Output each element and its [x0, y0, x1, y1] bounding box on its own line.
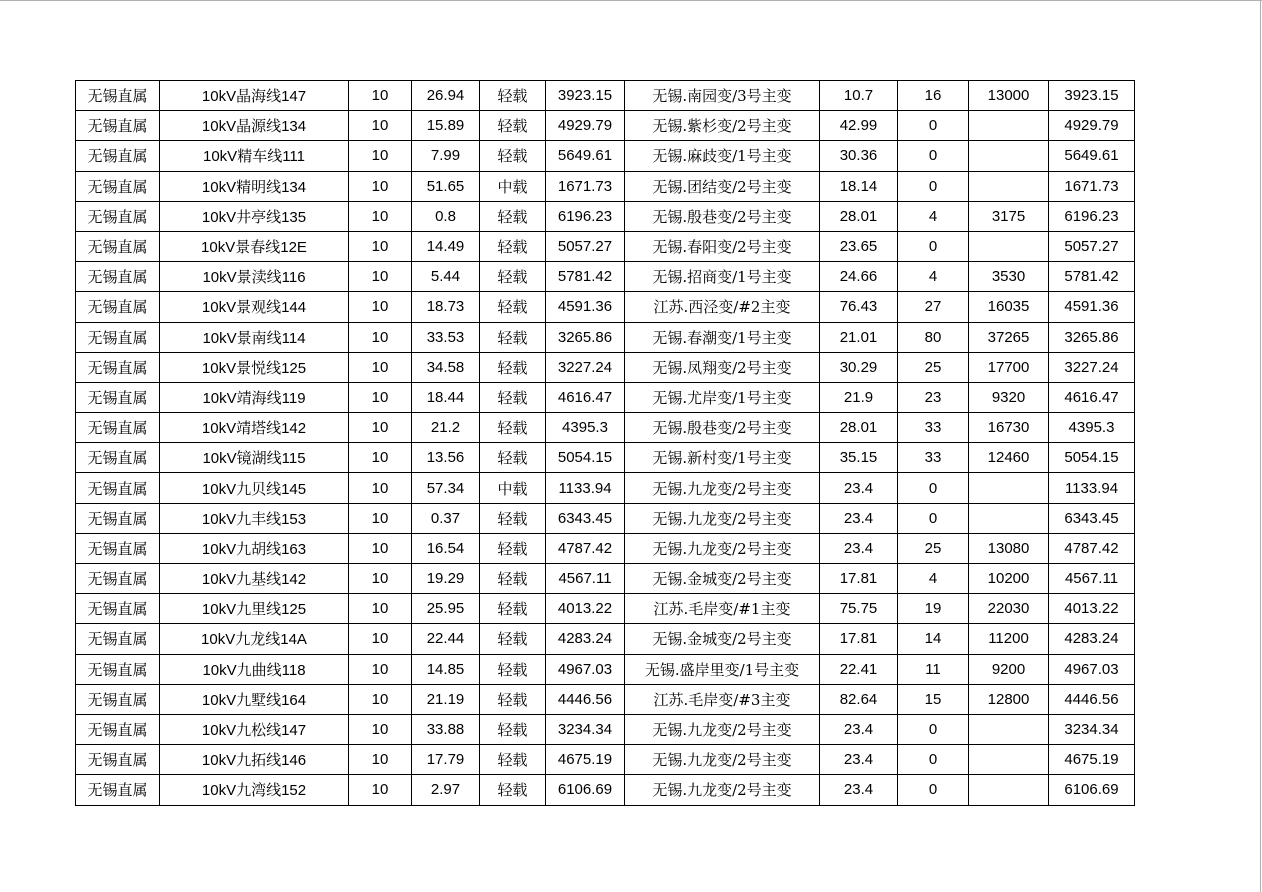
load-rate-cell: 21.19	[412, 684, 480, 714]
voltage-cell: 10	[349, 533, 412, 563]
load-rate-cell: 5.44	[412, 262, 480, 292]
feeder-name-cell: 10kV镜湖线115	[160, 443, 349, 473]
transformer-load-rate-cell: 23.4	[820, 745, 898, 775]
table-row	[76, 111, 1135, 141]
substation-transformer-cell: 无锡.金城变/2号主变	[625, 624, 820, 654]
load-status-cell: 轻载	[480, 262, 546, 292]
load-status-cell: 轻载	[480, 684, 546, 714]
feeder-name-cell: 10kV景渎线116	[160, 262, 349, 292]
amount-cell: 13080	[969, 533, 1049, 563]
count-cell: 4	[898, 564, 969, 594]
transformer-load-rate-cell: 35.15	[820, 443, 898, 473]
transformer-load-rate-cell: 21.01	[820, 322, 898, 352]
table-row	[76, 413, 1135, 443]
unit-cell: 无锡直属	[76, 503, 160, 533]
amount-cell	[969, 111, 1049, 141]
transformer-load-rate-cell: 75.75	[820, 594, 898, 624]
transformer-load-rate-cell: 23.4	[820, 775, 898, 805]
feeder-name-cell: 10kV景春线12E	[160, 231, 349, 261]
page-right-edge	[1260, 0, 1261, 892]
unit-cell: 无锡直属	[76, 624, 160, 654]
page-top-edge	[0, 0, 1262, 1]
voltage-cell: 10	[349, 111, 412, 141]
load-rate-cell: 18.44	[412, 382, 480, 412]
table-row	[76, 654, 1135, 684]
unit-cell: 无锡直属	[76, 292, 160, 322]
load-status-cell: 轻载	[480, 141, 546, 171]
capacity-cell: 4013.22	[546, 594, 625, 624]
available-capacity-cell: 4283.24	[1049, 624, 1135, 654]
available-capacity-cell: 6106.69	[1049, 775, 1135, 805]
available-capacity-cell: 4675.19	[1049, 745, 1135, 775]
unit-cell: 无锡直属	[76, 564, 160, 594]
load-status-cell: 轻载	[480, 564, 546, 594]
load-rate-cell: 18.73	[412, 292, 480, 322]
feeder-name-cell: 10kV晶海线147	[160, 81, 349, 111]
unit-cell: 无锡直属	[76, 654, 160, 684]
feeder-name-cell: 10kV九龙线14A	[160, 624, 349, 654]
capacity-cell: 4967.03	[546, 654, 625, 684]
count-cell: 25	[898, 352, 969, 382]
capacity-cell: 1671.73	[546, 171, 625, 201]
transformer-load-rate-cell: 10.7	[820, 81, 898, 111]
count-cell: 33	[898, 413, 969, 443]
capacity-cell: 3265.86	[546, 322, 625, 352]
count-cell: 23	[898, 382, 969, 412]
voltage-cell: 10	[349, 81, 412, 111]
voltage-cell: 10	[349, 141, 412, 171]
capacity-cell: 5781.42	[546, 262, 625, 292]
load-status-cell: 轻载	[480, 111, 546, 141]
substation-transformer-cell: 无锡.九龙变/2号主变	[625, 714, 820, 744]
available-capacity-cell: 4591.36	[1049, 292, 1135, 322]
amount-cell: 16730	[969, 413, 1049, 443]
count-cell: 14	[898, 624, 969, 654]
voltage-cell: 10	[349, 382, 412, 412]
load-rate-cell: 14.85	[412, 654, 480, 684]
substation-transformer-cell: 无锡.紫杉变/2号主变	[625, 111, 820, 141]
capacity-cell: 4283.24	[546, 624, 625, 654]
transformer-load-rate-cell: 30.29	[820, 352, 898, 382]
amount-cell	[969, 503, 1049, 533]
count-cell: 0	[898, 141, 969, 171]
unit-cell: 无锡直属	[76, 171, 160, 201]
voltage-cell: 10	[349, 745, 412, 775]
feeder-name-cell: 10kV景南线114	[160, 322, 349, 352]
load-status-cell: 轻载	[480, 533, 546, 563]
feeder-name-cell: 10kV精明线134	[160, 171, 349, 201]
table-body	[76, 81, 1135, 806]
load-rate-cell: 15.89	[412, 111, 480, 141]
load-rate-cell: 19.29	[412, 564, 480, 594]
capacity-cell: 3234.34	[546, 714, 625, 744]
table-row	[76, 352, 1135, 382]
voltage-cell: 10	[349, 322, 412, 352]
feeder-name-cell: 10kV晶源线134	[160, 111, 349, 141]
count-cell: 19	[898, 594, 969, 624]
voltage-cell: 10	[349, 201, 412, 231]
voltage-cell: 10	[349, 654, 412, 684]
table-row	[76, 775, 1135, 805]
substation-transformer-cell: 无锡.九龙变/2号主变	[625, 775, 820, 805]
substation-transformer-cell: 无锡.金城变/2号主变	[625, 564, 820, 594]
feeder-name-cell: 10kV精车线111	[160, 141, 349, 171]
load-status-cell: 轻载	[480, 413, 546, 443]
load-rate-cell: 17.79	[412, 745, 480, 775]
available-capacity-cell: 4395.3	[1049, 413, 1135, 443]
available-capacity-cell: 3234.34	[1049, 714, 1135, 744]
feeder-name-cell: 10kV九湾线152	[160, 775, 349, 805]
amount-cell: 17700	[969, 352, 1049, 382]
transformer-load-rate-cell: 23.65	[820, 231, 898, 261]
available-capacity-cell: 5054.15	[1049, 443, 1135, 473]
table-row	[76, 382, 1135, 412]
table-row	[76, 171, 1135, 201]
transformer-load-rate-cell: 28.01	[820, 201, 898, 231]
capacity-cell: 4395.3	[546, 413, 625, 443]
amount-cell: 13000	[969, 81, 1049, 111]
table-row	[76, 473, 1135, 503]
unit-cell: 无锡直属	[76, 201, 160, 231]
transformer-load-rate-cell: 21.9	[820, 382, 898, 412]
count-cell: 25	[898, 533, 969, 563]
substation-transformer-cell: 无锡.春阳变/2号主变	[625, 231, 820, 261]
unit-cell: 无锡直属	[76, 714, 160, 744]
substation-transformer-cell: 无锡.春潮变/1号主变	[625, 322, 820, 352]
count-cell: 11	[898, 654, 969, 684]
count-cell: 4	[898, 262, 969, 292]
feeder-name-cell: 10kV景观线144	[160, 292, 349, 322]
table-row	[76, 231, 1135, 261]
count-cell: 80	[898, 322, 969, 352]
substation-transformer-cell: 无锡.招商变/1号主变	[625, 262, 820, 292]
available-capacity-cell: 5649.61	[1049, 141, 1135, 171]
table-row	[76, 714, 1135, 744]
load-rate-cell: 16.54	[412, 533, 480, 563]
load-status-cell: 中载	[480, 171, 546, 201]
table-row	[76, 141, 1135, 171]
load-status-cell: 轻载	[480, 714, 546, 744]
feeder-name-cell: 10kV九基线142	[160, 564, 349, 594]
substation-transformer-cell: 江苏.毛岸变/#3主变	[625, 684, 820, 714]
transformer-load-rate-cell: 23.4	[820, 714, 898, 744]
load-rate-cell: 33.88	[412, 714, 480, 744]
capacity-cell: 5649.61	[546, 141, 625, 171]
available-capacity-cell: 6196.23	[1049, 201, 1135, 231]
capacity-cell: 5054.15	[546, 443, 625, 473]
substation-transformer-cell: 无锡.团结变/2号主变	[625, 171, 820, 201]
feeder-name-cell: 10kV九贝线145	[160, 473, 349, 503]
substation-transformer-cell: 无锡.殷巷变/2号主变	[625, 201, 820, 231]
table-row	[76, 81, 1135, 111]
feeder-name-cell: 10kV九曲线118	[160, 654, 349, 684]
count-cell: 0	[898, 775, 969, 805]
available-capacity-cell: 3227.24	[1049, 352, 1135, 382]
voltage-cell: 10	[349, 231, 412, 261]
table-row	[76, 745, 1135, 775]
load-status-cell: 轻载	[480, 775, 546, 805]
count-cell: 0	[898, 171, 969, 201]
capacity-cell: 4446.56	[546, 684, 625, 714]
capacity-cell: 4675.19	[546, 745, 625, 775]
amount-cell	[969, 473, 1049, 503]
load-rate-cell: 21.2	[412, 413, 480, 443]
feeder-name-cell: 10kV九里线125	[160, 594, 349, 624]
capacity-cell: 4787.42	[546, 533, 625, 563]
substation-transformer-cell: 无锡.盛岸里变/1号主变	[625, 654, 820, 684]
table-row	[76, 262, 1135, 292]
table-row	[76, 624, 1135, 654]
amount-cell: 16035	[969, 292, 1049, 322]
amount-cell	[969, 231, 1049, 261]
voltage-cell: 10	[349, 684, 412, 714]
voltage-cell: 10	[349, 775, 412, 805]
feeder-name-cell: 10kV景悦线125	[160, 352, 349, 382]
load-status-cell: 轻载	[480, 503, 546, 533]
load-status-cell: 轻载	[480, 654, 546, 684]
capacity-cell: 4616.47	[546, 382, 625, 412]
capacity-cell: 6106.69	[546, 775, 625, 805]
count-cell: 0	[898, 231, 969, 261]
voltage-cell: 10	[349, 714, 412, 744]
transformer-load-rate-cell: 23.4	[820, 473, 898, 503]
transformer-load-rate-cell: 23.4	[820, 533, 898, 563]
substation-transformer-cell: 无锡.九龙变/2号主变	[625, 473, 820, 503]
available-capacity-cell: 5057.27	[1049, 231, 1135, 261]
feeder-name-cell: 10kV九松线147	[160, 714, 349, 744]
available-capacity-cell: 4013.22	[1049, 594, 1135, 624]
unit-cell: 无锡直属	[76, 262, 160, 292]
amount-cell	[969, 141, 1049, 171]
table-row	[76, 533, 1135, 563]
table-row	[76, 594, 1135, 624]
unit-cell: 无锡直属	[76, 473, 160, 503]
amount-cell: 9320	[969, 382, 1049, 412]
unit-cell: 无锡直属	[76, 413, 160, 443]
count-cell: 0	[898, 745, 969, 775]
capacity-cell: 1133.94	[546, 473, 625, 503]
transformer-load-rate-cell: 30.36	[820, 141, 898, 171]
load-status-cell: 轻载	[480, 81, 546, 111]
table-row	[76, 292, 1135, 322]
voltage-cell: 10	[349, 443, 412, 473]
feeder-name-cell: 10kV九拓线146	[160, 745, 349, 775]
available-capacity-cell: 4787.42	[1049, 533, 1135, 563]
load-status-cell: 轻载	[480, 594, 546, 624]
load-rate-cell: 25.95	[412, 594, 480, 624]
amount-cell: 37265	[969, 322, 1049, 352]
voltage-cell: 10	[349, 413, 412, 443]
table-row	[76, 201, 1135, 231]
table-row	[76, 564, 1135, 594]
count-cell: 16	[898, 81, 969, 111]
feeder-name-cell: 10kV九墅线164	[160, 684, 349, 714]
substation-transformer-cell: 无锡.九龙变/2号主变	[625, 533, 820, 563]
transformer-load-rate-cell: 22.41	[820, 654, 898, 684]
table-row	[76, 503, 1135, 533]
unit-cell: 无锡直属	[76, 81, 160, 111]
unit-cell: 无锡直属	[76, 684, 160, 714]
voltage-cell: 10	[349, 262, 412, 292]
amount-cell	[969, 745, 1049, 775]
available-capacity-cell: 1671.73	[1049, 171, 1135, 201]
unit-cell: 无锡直属	[76, 141, 160, 171]
substation-transformer-cell: 无锡.麻歧变/1号主变	[625, 141, 820, 171]
load-rate-cell: 7.99	[412, 141, 480, 171]
transformer-load-rate-cell: 28.01	[820, 413, 898, 443]
load-status-cell: 轻载	[480, 322, 546, 352]
transformer-load-rate-cell: 42.99	[820, 111, 898, 141]
unit-cell: 无锡直属	[76, 775, 160, 805]
transformer-load-rate-cell: 17.81	[820, 624, 898, 654]
capacity-cell: 3227.24	[546, 352, 625, 382]
count-cell: 0	[898, 111, 969, 141]
load-rate-cell: 2.97	[412, 775, 480, 805]
load-status-cell: 轻载	[480, 231, 546, 261]
transformer-load-rate-cell: 17.81	[820, 564, 898, 594]
load-rate-cell: 34.58	[412, 352, 480, 382]
available-capacity-cell: 4967.03	[1049, 654, 1135, 684]
count-cell: 4	[898, 201, 969, 231]
load-rate-cell: 0.37	[412, 503, 480, 533]
amount-cell: 10200	[969, 564, 1049, 594]
transformer-load-rate-cell: 23.4	[820, 503, 898, 533]
capacity-cell: 3923.15	[546, 81, 625, 111]
amount-cell: 22030	[969, 594, 1049, 624]
load-status-cell: 轻载	[480, 352, 546, 382]
amount-cell	[969, 714, 1049, 744]
voltage-cell: 10	[349, 624, 412, 654]
unit-cell: 无锡直属	[76, 382, 160, 412]
available-capacity-cell: 5781.42	[1049, 262, 1135, 292]
amount-cell	[969, 775, 1049, 805]
substation-transformer-cell: 无锡.殷巷变/2号主变	[625, 413, 820, 443]
available-capacity-cell: 4616.47	[1049, 382, 1135, 412]
transformer-load-rate-cell: 24.66	[820, 262, 898, 292]
amount-cell: 3175	[969, 201, 1049, 231]
voltage-cell: 10	[349, 564, 412, 594]
unit-cell: 无锡直属	[76, 594, 160, 624]
count-cell: 33	[898, 443, 969, 473]
unit-cell: 无锡直属	[76, 111, 160, 141]
feeder-name-cell: 10kV靖塔线142	[160, 413, 349, 443]
feeder-load-table	[75, 80, 1135, 806]
feeder-name-cell: 10kV九胡线163	[160, 533, 349, 563]
available-capacity-cell: 4446.56	[1049, 684, 1135, 714]
count-cell: 0	[898, 714, 969, 744]
transformer-load-rate-cell: 76.43	[820, 292, 898, 322]
load-rate-cell: 0.8	[412, 201, 480, 231]
feeder-name-cell: 10kV井亭线135	[160, 201, 349, 231]
available-capacity-cell: 3923.15	[1049, 81, 1135, 111]
substation-transformer-cell: 无锡.凤翔变/2号主变	[625, 352, 820, 382]
load-status-cell: 中载	[480, 473, 546, 503]
available-capacity-cell: 3265.86	[1049, 322, 1135, 352]
voltage-cell: 10	[349, 352, 412, 382]
load-status-cell: 轻载	[480, 745, 546, 775]
load-status-cell: 轻载	[480, 292, 546, 322]
load-rate-cell: 13.56	[412, 443, 480, 473]
load-rate-cell: 14.49	[412, 231, 480, 261]
voltage-cell: 10	[349, 594, 412, 624]
count-cell: 15	[898, 684, 969, 714]
amount-cell	[969, 171, 1049, 201]
amount-cell: 12460	[969, 443, 1049, 473]
voltage-cell: 10	[349, 171, 412, 201]
capacity-cell: 6196.23	[546, 201, 625, 231]
capacity-cell: 4929.79	[546, 111, 625, 141]
feeder-name-cell: 10kV靖海线119	[160, 382, 349, 412]
table-row	[76, 443, 1135, 473]
table-row	[76, 322, 1135, 352]
unit-cell: 无锡直属	[76, 352, 160, 382]
capacity-cell: 4567.11	[546, 564, 625, 594]
load-status-cell: 轻载	[480, 443, 546, 473]
unit-cell: 无锡直属	[76, 745, 160, 775]
transformer-load-rate-cell: 82.64	[820, 684, 898, 714]
capacity-cell: 5057.27	[546, 231, 625, 261]
substation-transformer-cell: 无锡.九龙变/2号主变	[625, 503, 820, 533]
substation-transformer-cell: 无锡.尤岸变/1号主变	[625, 382, 820, 412]
transformer-load-rate-cell: 18.14	[820, 171, 898, 201]
unit-cell: 无锡直属	[76, 231, 160, 261]
count-cell: 0	[898, 473, 969, 503]
table-row	[76, 684, 1135, 714]
load-status-cell: 轻载	[480, 624, 546, 654]
amount-cell: 11200	[969, 624, 1049, 654]
load-rate-cell: 51.65	[412, 171, 480, 201]
load-rate-cell: 33.53	[412, 322, 480, 352]
available-capacity-cell: 6343.45	[1049, 503, 1135, 533]
voltage-cell: 10	[349, 292, 412, 322]
unit-cell: 无锡直属	[76, 322, 160, 352]
amount-cell: 3530	[969, 262, 1049, 292]
load-status-cell: 轻载	[480, 201, 546, 231]
available-capacity-cell: 4567.11	[1049, 564, 1135, 594]
capacity-cell: 4591.36	[546, 292, 625, 322]
load-rate-cell: 22.44	[412, 624, 480, 654]
available-capacity-cell: 1133.94	[1049, 473, 1135, 503]
substation-transformer-cell: 江苏.毛岸变/#1主变	[625, 594, 820, 624]
unit-cell: 无锡直属	[76, 533, 160, 563]
capacity-cell: 6343.45	[546, 503, 625, 533]
unit-cell: 无锡直属	[76, 443, 160, 473]
amount-cell: 12800	[969, 684, 1049, 714]
count-cell: 0	[898, 503, 969, 533]
voltage-cell: 10	[349, 503, 412, 533]
substation-transformer-cell: 无锡.新村变/1号主变	[625, 443, 820, 473]
load-rate-cell: 57.34	[412, 473, 480, 503]
voltage-cell: 10	[349, 473, 412, 503]
amount-cell: 9200	[969, 654, 1049, 684]
substation-transformer-cell: 江苏.西泾变/#2主变	[625, 292, 820, 322]
available-capacity-cell: 4929.79	[1049, 111, 1135, 141]
substation-transformer-cell: 无锡.南园变/3号主变	[625, 81, 820, 111]
count-cell: 27	[898, 292, 969, 322]
load-rate-cell: 26.94	[412, 81, 480, 111]
load-status-cell: 轻载	[480, 382, 546, 412]
substation-transformer-cell: 无锡.九龙变/2号主变	[625, 745, 820, 775]
feeder-name-cell: 10kV九丰线153	[160, 503, 349, 533]
